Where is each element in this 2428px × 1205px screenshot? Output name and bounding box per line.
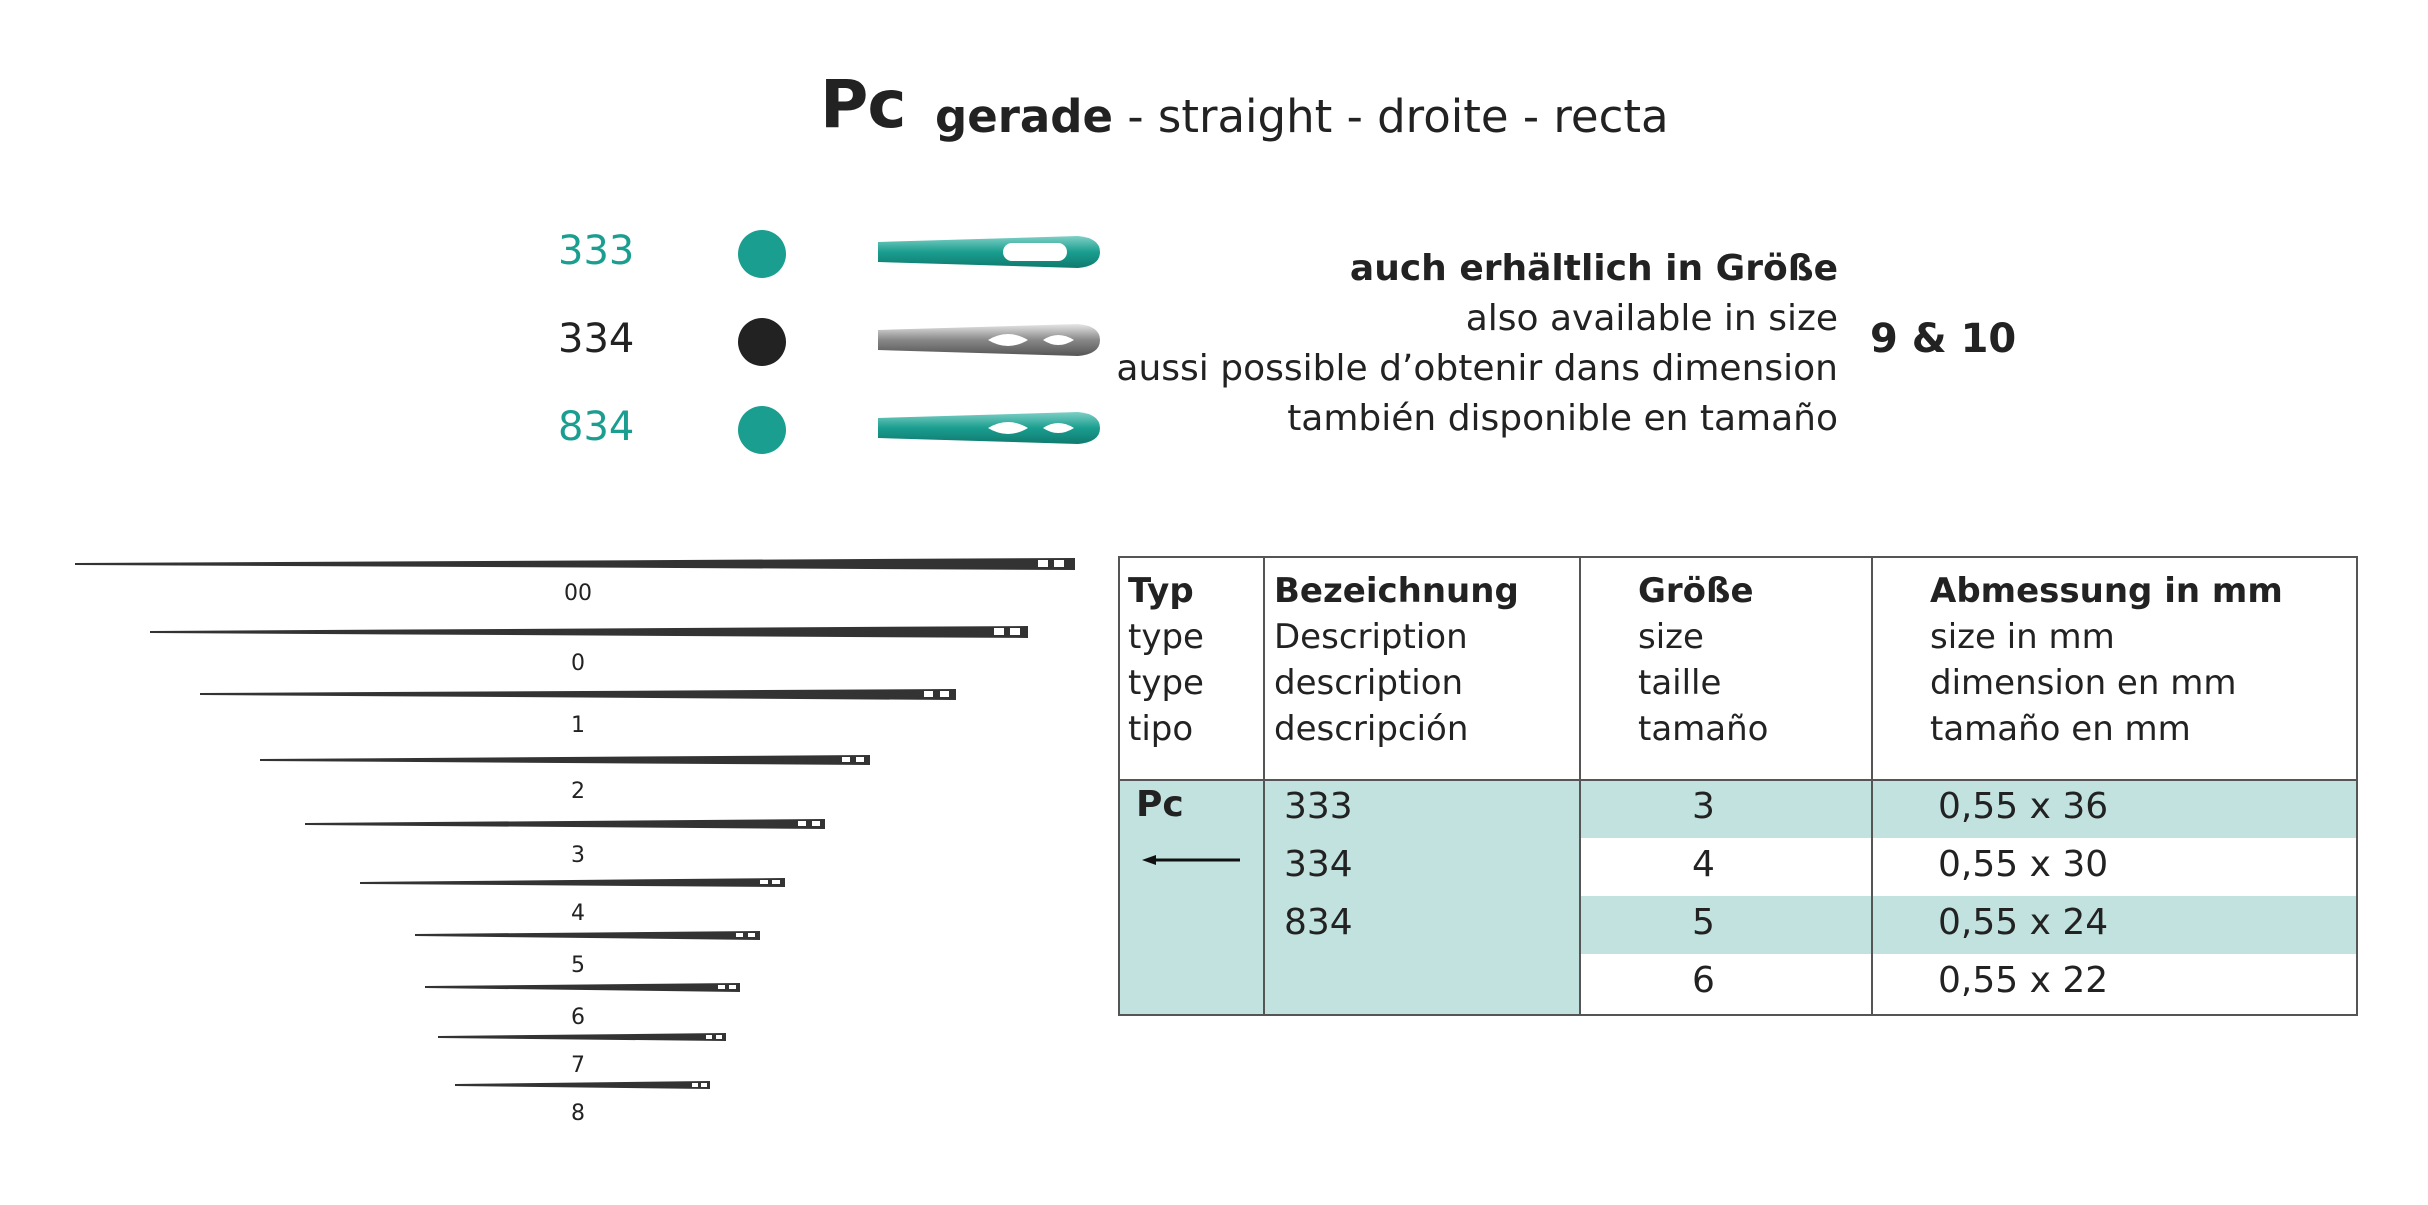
spec-table	[1118, 556, 2358, 1016]
header-type-line: type	[1128, 663, 1204, 703]
header-type-line: type	[1128, 617, 1204, 657]
header-dimension	[1930, 568, 2283, 752]
needle-3	[305, 819, 825, 868]
header-type-line: tipo	[1128, 709, 1194, 749]
needle-label-5: 5	[571, 953, 585, 978]
needle-0	[150, 626, 1028, 676]
table-size: 5	[1692, 902, 1715, 943]
header-dimension-line: tamaño en mm	[1930, 709, 2191, 749]
header-type	[1128, 568, 1204, 752]
needle-eye-teal-icon	[878, 230, 1100, 274]
color-dot-teal-icon	[738, 230, 786, 278]
needle-label-8: 8	[571, 1101, 585, 1126]
variant-number-334: 334	[558, 316, 635, 362]
header-size-line: tamaño	[1638, 709, 1769, 749]
color-dot-black-icon	[738, 318, 786, 366]
table-description: 334	[1284, 844, 1353, 885]
table-dimension: 0,55 x 22	[1938, 960, 2109, 1001]
availability-line-fr: aussi possible d’obtenir dans dimension	[1116, 348, 1838, 389]
table-dimension: 0,55 x 30	[1938, 844, 2109, 885]
header-size	[1638, 568, 1768, 752]
needle-7	[438, 1033, 726, 1078]
table-type-value: Pc	[1136, 784, 1184, 825]
needle-6	[425, 983, 740, 1030]
needle-label-6: 6	[571, 1005, 585, 1030]
needle-2	[260, 755, 870, 804]
heading-title	[935, 90, 1669, 143]
header-description-line: description	[1274, 663, 1464, 703]
needle-label-4: 4	[571, 901, 585, 926]
table-dimension: 0,55 x 24	[1938, 902, 2109, 943]
availability-line-es: también disponible en tamaño	[1287, 398, 1838, 439]
table-dimension: 0,55 x 36	[1938, 786, 2109, 827]
table-size: 6	[1692, 960, 1715, 1001]
needle-label-3: 3	[571, 843, 585, 868]
variant-number-333: 333	[558, 228, 635, 274]
header-dimension-line: dimension en mm	[1930, 663, 2237, 703]
header-size-line: taille	[1638, 663, 1722, 703]
availability-line-en: also available in size	[1465, 298, 1838, 339]
needle-1	[200, 689, 956, 738]
variant-number-834: 834	[558, 404, 635, 450]
header-type-title: Typ	[1128, 571, 1194, 611]
availability-line-de: auch erhältlich in Größe	[1349, 248, 1838, 289]
needle-4	[360, 878, 785, 926]
straight-arrow-icon	[1142, 852, 1242, 868]
heading-bold-word: gerade	[935, 90, 1114, 143]
needle-00	[75, 558, 1075, 606]
needle-label-7: 7	[571, 1053, 585, 1078]
color-dot-teal-icon	[738, 406, 786, 454]
needle-5	[415, 931, 760, 978]
needle-label-00: 00	[564, 581, 592, 606]
needle-eye-silver-icon	[878, 318, 1100, 362]
heading-translations: - straight - droite - recta	[1113, 90, 1669, 143]
table-description: 834	[1284, 902, 1353, 943]
needle-eye-teal-double-icon	[878, 406, 1100, 450]
needle-label-0: 0	[571, 651, 585, 676]
header-description	[1274, 568, 1519, 752]
header-dimension-title: Abmessung in mm	[1930, 571, 2283, 611]
needle-label-2: 2	[571, 779, 585, 804]
needle-size-ladder	[70, 540, 1090, 1140]
availability-sizes: 9 & 10	[1870, 316, 2017, 362]
table-size: 3	[1692, 786, 1715, 827]
needle-8	[455, 1081, 710, 1126]
header-description-line: Description	[1274, 617, 1468, 657]
table-description: 333	[1284, 786, 1353, 827]
table-size: 4	[1692, 844, 1715, 885]
needle-label-1: 1	[571, 713, 585, 738]
header-size-title: Größe	[1638, 571, 1754, 611]
header-size-line: size	[1638, 617, 1704, 657]
header-description-line: descripción	[1274, 709, 1469, 749]
header-dimension-line: size in mm	[1930, 617, 2115, 657]
header-description-title: Bezeichnung	[1274, 571, 1519, 611]
heading-code: Pc	[820, 66, 906, 143]
